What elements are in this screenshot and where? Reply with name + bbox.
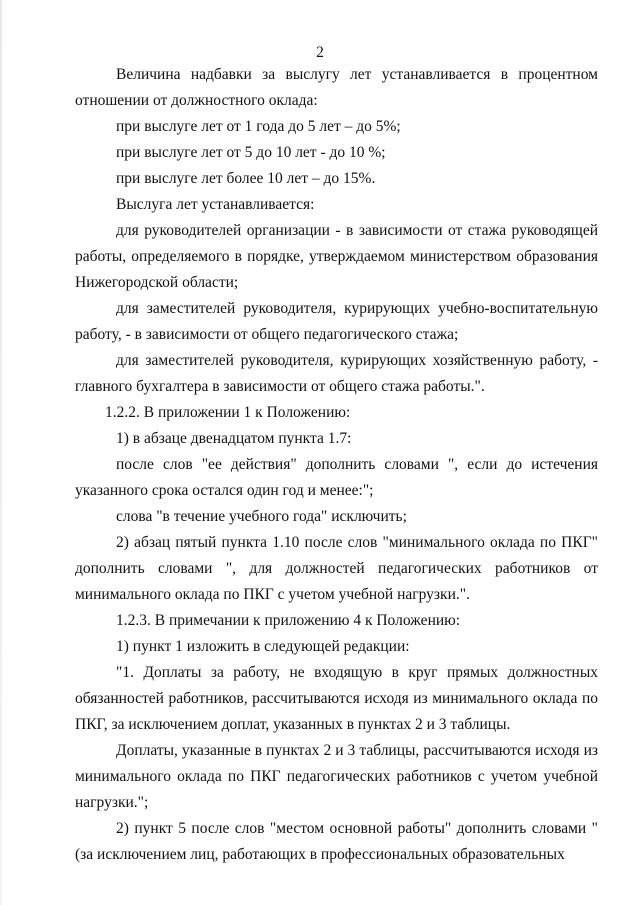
paragraph: при выслуге лет от 5 до 10 лет - до 10 %; — [116, 144, 386, 161]
paragraph: 1) в абзаце двенадцатом пункта 1.7: — [116, 430, 352, 447]
paragraph: Выслуга лет устанавливается: — [116, 196, 315, 213]
paragraph: после слов "ее действия" дополнить словами ", если до истечения указанного срока остался один год и менее:"; — [75, 456, 598, 499]
paragraph: слова "в течение учебного года" исключить; — [116, 508, 407, 525]
paragraph: 1.2.3. В примечании к приложению 4 к Положению: — [116, 612, 461, 629]
paragraph: 1) пункт 1 изложить в следующей редакции: — [116, 638, 410, 655]
paragraph: для заместителей руководителя, курирующих учебно-воспитательную работу, - в зависимости от общего педагогического стажа; — [75, 300, 598, 343]
page-number: 2 — [316, 44, 324, 61]
paragraph: Величина надбавки за выслугу лет устанавливается в процентном отношении от должностного оклада: — [75, 66, 598, 109]
paragraph: для руководителей организации - в зависимости от стажа руководящей работы, определяемого в порядке, утверждаемом министерством образования Нижегородской области; — [75, 222, 598, 291]
paragraph: Доплаты, указанные в пунктах 2 и 3 таблицы, рассчитываются исходя из минимального оклада по ПКГ педагогических работников с учетом учебной нагрузки."; — [75, 742, 598, 811]
paragraph: при выслуге лет от 1 года до 5 лет – до 5%; — [116, 118, 401, 135]
paragraph: для заместителей руководителя, курирующих хозяйственную работу, - главного бухгалтера в зависимости от общего стажа работы.". — [75, 352, 598, 395]
paragraph: "1. Доплаты за работу, не входящую в круг прямых должностных обязанностей работников, рассчитываются исходя из минимального оклада по ПКГ, за исключением доплат, указанных в пунктах 2 и 3 таблицы. — [75, 664, 598, 733]
paragraph: при выслуге лет более 10 лет – до 15%. — [116, 170, 376, 187]
paragraph: 2) пункт 5 после слов "местом основной работы" дополнить словами "(за исключением лиц, работающих в профессиональных образовательных — [75, 820, 598, 863]
paragraph: 1.2.2. В приложении 1 к Положению: — [105, 404, 351, 421]
paragraph: 2) абзац пятый пункта 1.10 после слов "минимального оклада по ПКГ" дополнить словами ", для должностей педагогических работников от минимального оклада по ПКГ с учетом учебной нагрузки.". — [75, 534, 598, 603]
scan-edge — [0, 0, 2, 905]
document-body — [75, 62, 598, 868]
